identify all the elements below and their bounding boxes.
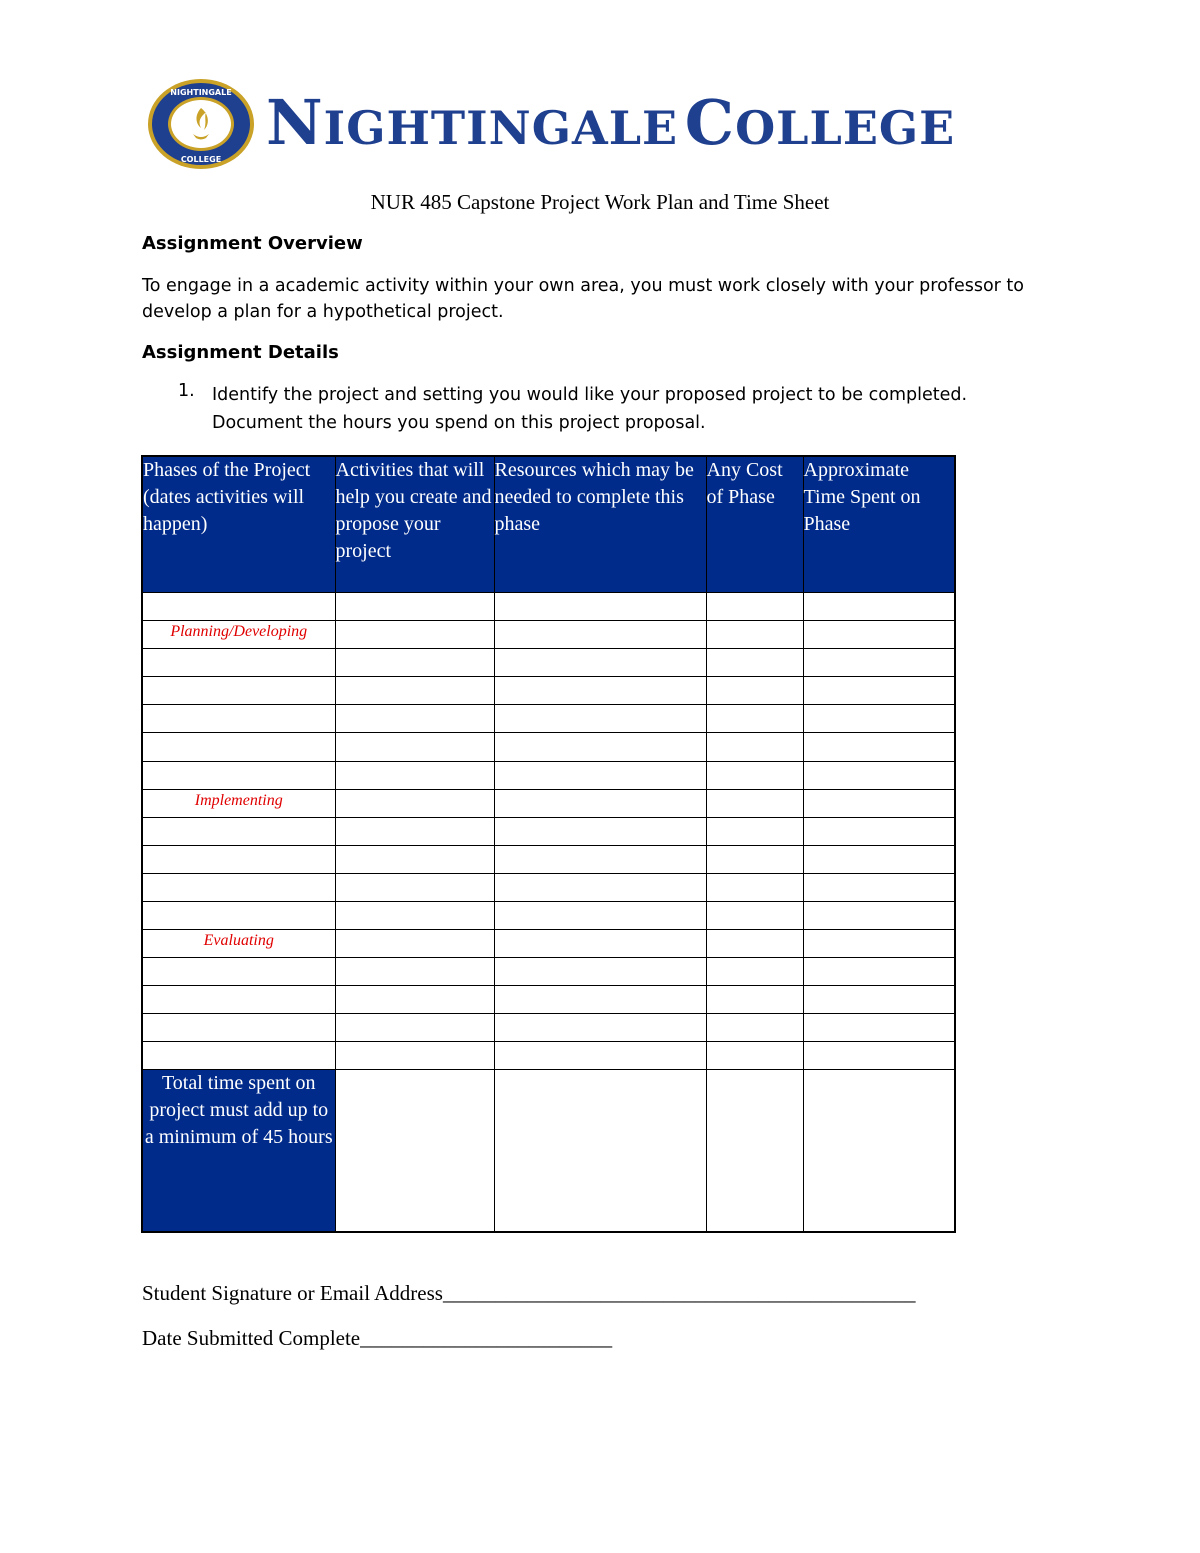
table-cell[interactable] xyxy=(494,901,706,929)
table-cell[interactable] xyxy=(706,733,803,761)
table-cell[interactable] xyxy=(494,705,706,733)
table-cell[interactable] xyxy=(494,929,706,957)
table-row xyxy=(142,705,955,733)
table-row xyxy=(142,957,955,985)
college-wordmark: NIGHTINGALE COLLEGE xyxy=(266,86,956,159)
table-row xyxy=(142,929,955,957)
table-cell[interactable] xyxy=(335,1013,494,1041)
table-cell[interactable] xyxy=(494,845,706,873)
table-header-row xyxy=(142,456,955,593)
table-cell[interactable] xyxy=(142,705,335,733)
header-activities: Activities that will help you create and propose your project xyxy=(335,456,494,593)
table-cell[interactable] xyxy=(706,817,803,845)
table-cell[interactable] xyxy=(335,789,494,817)
table-cell[interactable] xyxy=(335,957,494,985)
table-cell[interactable] xyxy=(803,873,955,901)
total-cost-cell[interactable] xyxy=(706,1070,803,1232)
table-cell[interactable] xyxy=(803,817,955,845)
total-resources-cell[interactable] xyxy=(494,1070,706,1232)
table-cell[interactable] xyxy=(494,1042,706,1070)
table-cell[interactable] xyxy=(706,873,803,901)
table-row xyxy=(142,817,955,845)
total-time-cell[interactable] xyxy=(803,1070,955,1232)
table-cell[interactable] xyxy=(803,593,955,621)
phase-planning-label: Planning/Developing xyxy=(142,621,335,649)
table-cell[interactable] xyxy=(335,705,494,733)
header-phases: Phases of the Project (dates activities will happen) xyxy=(142,456,335,593)
table-cell[interactable] xyxy=(494,817,706,845)
table-cell[interactable] xyxy=(803,677,955,705)
table-cell[interactable] xyxy=(494,957,706,985)
overview-text: To engage in a academic activity within your own area, you must work closely with your professor to develop a plan for a hypothetical project. xyxy=(142,276,1024,322)
svg-text:COLLEGE: COLLEGE xyxy=(180,155,222,164)
table-cell[interactable] xyxy=(335,761,494,789)
table-cell[interactable] xyxy=(335,593,494,621)
table-cell[interactable] xyxy=(706,789,803,817)
table-cell[interactable] xyxy=(335,845,494,873)
table-cell[interactable] xyxy=(706,1042,803,1070)
table-cell[interactable] xyxy=(335,929,494,957)
table-cell[interactable] xyxy=(335,985,494,1013)
table-row xyxy=(142,901,955,929)
table-cell[interactable] xyxy=(335,873,494,901)
header-cost: Any Cost of Phase xyxy=(706,456,803,593)
table-cell[interactable] xyxy=(142,901,335,929)
table-cell[interactable] xyxy=(706,1013,803,1041)
svg-text:NIGHTINGALE: NIGHTINGALE xyxy=(170,88,232,97)
table-cell[interactable] xyxy=(803,761,955,789)
phase-implementing-label: Implementing xyxy=(142,789,335,817)
table-cell[interactable] xyxy=(142,593,335,621)
table-cell[interactable] xyxy=(494,1013,706,1041)
table-cell[interactable] xyxy=(706,957,803,985)
table-cell[interactable] xyxy=(494,621,706,649)
table-cell[interactable] xyxy=(142,845,335,873)
table-row xyxy=(142,649,955,677)
phase-evaluating-label: Evaluating xyxy=(142,929,335,957)
date-submitted-line[interactable]: Date Submitted Complete________________________ xyxy=(142,1326,613,1350)
table-cell[interactable] xyxy=(494,985,706,1013)
table-cell[interactable] xyxy=(142,677,335,705)
table-cell[interactable] xyxy=(335,677,494,705)
table-cell[interactable] xyxy=(706,649,803,677)
table-cell[interactable] xyxy=(803,985,955,1013)
total-time-label: Total time spent on project must add up to a minimum of 45 hours xyxy=(142,1070,335,1232)
table-cell[interactable] xyxy=(803,733,955,761)
table-cell[interactable] xyxy=(494,677,706,705)
document-title: NUR 485 Capstone Project Work Plan and Time Sheet xyxy=(370,190,830,214)
table-cell[interactable] xyxy=(494,593,706,621)
table-cell[interactable] xyxy=(706,929,803,957)
table-cell[interactable] xyxy=(494,649,706,677)
table-cell[interactable] xyxy=(803,929,955,957)
table-row xyxy=(142,985,955,1013)
college-logo xyxy=(146,78,1056,170)
table-cell[interactable] xyxy=(494,873,706,901)
table-cell[interactable] xyxy=(803,789,955,817)
details-heading: Assignment Details xyxy=(142,342,339,363)
table-row xyxy=(142,593,955,621)
table-cell[interactable] xyxy=(494,733,706,761)
table-cell[interactable] xyxy=(142,985,335,1013)
table-cell[interactable] xyxy=(494,761,706,789)
header-resources: Resources which may be needed to complete this phase xyxy=(494,456,706,593)
table-cell[interactable] xyxy=(142,1013,335,1041)
table-cell[interactable] xyxy=(706,621,803,649)
table-row xyxy=(142,845,955,873)
table-cell[interactable] xyxy=(706,901,803,929)
header-time-spent: Approximate Time Spent on Phase xyxy=(803,456,955,593)
table-cell[interactable] xyxy=(142,817,335,845)
total-row xyxy=(142,1070,955,1232)
table-cell[interactable] xyxy=(803,705,955,733)
table-row xyxy=(142,677,955,705)
table-cell[interactable] xyxy=(706,705,803,733)
table-cell[interactable] xyxy=(335,817,494,845)
table-row xyxy=(142,1042,955,1070)
table-row xyxy=(142,1013,955,1041)
student-signature-line[interactable]: Student Signature or Email Address_____________________________________________ xyxy=(142,1281,916,1305)
list-item-number: 1. xyxy=(178,381,195,401)
table-cell[interactable] xyxy=(803,1042,955,1070)
table-cell[interactable] xyxy=(335,901,494,929)
table-cell[interactable] xyxy=(706,677,803,705)
table-cell[interactable] xyxy=(142,957,335,985)
table-row xyxy=(142,789,955,817)
table-cell[interactable] xyxy=(142,733,335,761)
table-cell[interactable] xyxy=(803,957,955,985)
table-row xyxy=(142,733,955,761)
table-cell[interactable] xyxy=(706,985,803,1013)
table-cell[interactable] xyxy=(706,845,803,873)
table-cell[interactable] xyxy=(142,649,335,677)
table-cell[interactable] xyxy=(335,649,494,677)
table-cell[interactable] xyxy=(803,901,955,929)
work-plan-table xyxy=(141,455,956,1233)
table-cell[interactable] xyxy=(803,845,955,873)
table-cell[interactable] xyxy=(706,761,803,789)
table-cell[interactable] xyxy=(803,1013,955,1041)
table-cell[interactable] xyxy=(335,733,494,761)
overview-heading: Assignment Overview xyxy=(142,233,363,254)
table-row xyxy=(142,873,955,901)
list-item-text: Identify the project and setting you would like your proposed project to be completed. Document the hours you spend on this project proposal. xyxy=(212,385,968,433)
total-activities-cell[interactable] xyxy=(335,1070,494,1232)
table-cell[interactable] xyxy=(335,1042,494,1070)
table-cell[interactable] xyxy=(142,1042,335,1070)
table-row xyxy=(142,761,955,789)
table-cell[interactable] xyxy=(335,621,494,649)
college-seal-icon xyxy=(146,78,256,170)
table-cell[interactable] xyxy=(142,873,335,901)
table-cell[interactable] xyxy=(803,649,955,677)
table-row xyxy=(142,621,955,649)
table-cell[interactable] xyxy=(142,761,335,789)
table-cell[interactable] xyxy=(706,593,803,621)
table-cell[interactable] xyxy=(803,621,955,649)
table-cell[interactable] xyxy=(494,789,706,817)
